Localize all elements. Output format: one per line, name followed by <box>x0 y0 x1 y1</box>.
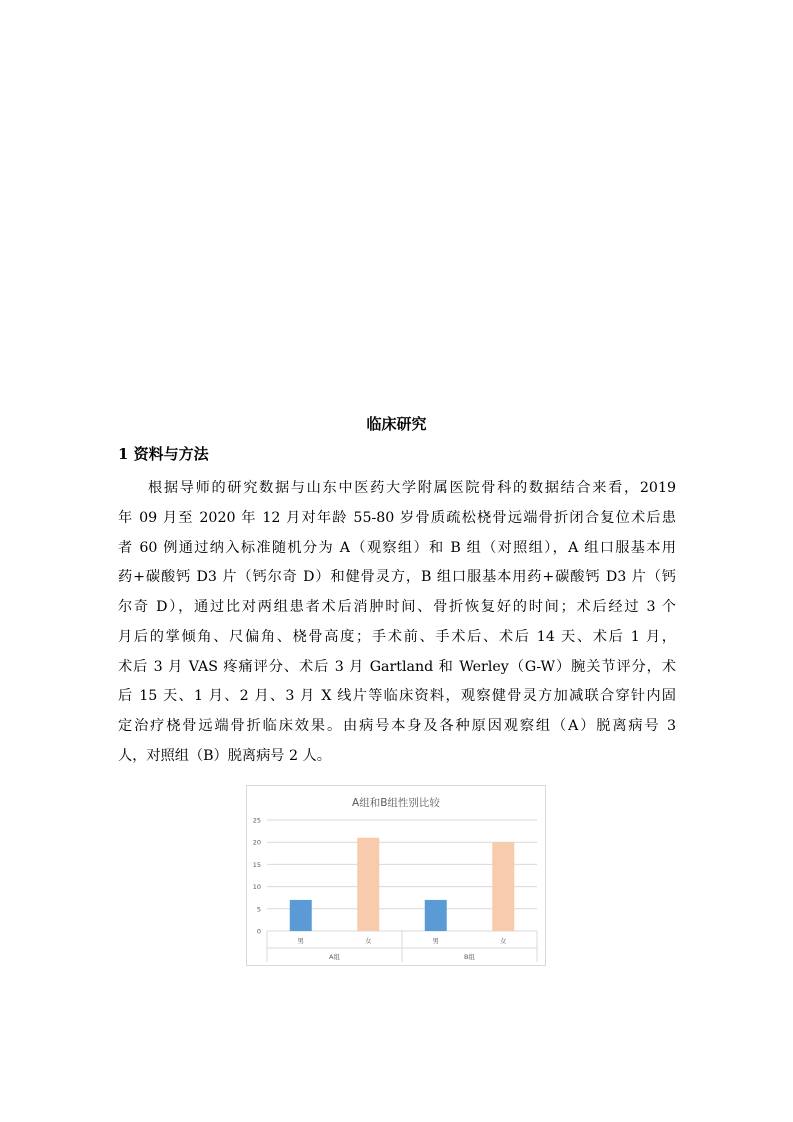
paragraph-line: 者 60 例通过纳入标准随机分为 A（观察组）和 B 组（对照组），A 组口服基本用 <box>118 540 676 556</box>
chart-bar <box>425 900 447 931</box>
section-heading: 1 资料与方法 <box>118 445 209 463</box>
page-title: 临床研究 <box>366 415 427 433</box>
paragraph-line: 人，对照组（B）脱离病号 2 人。 <box>118 748 331 764</box>
x-category-label: 男 <box>297 937 304 945</box>
paragraph-line: 定治疗桡骨远端骨折临床效果。由病号本身及各种原因观察组（A）脱离病号 3 <box>118 718 676 734</box>
chart-bars <box>290 838 515 931</box>
x-category-label: 女 <box>500 937 507 945</box>
y-tick-label: 20 <box>252 838 261 847</box>
y-tick-label: 25 <box>252 816 261 825</box>
x-category-label: 女 <box>365 937 372 945</box>
gender-comparison-chart <box>246 785 546 966</box>
paragraph-line: 术后 3 月 VAS 疼痛评分、术后 3 月 Gartland 和 Werley（G-W）腕关节评分，术 <box>118 659 676 675</box>
chart-title: A组和B组性别比较 <box>352 797 440 809</box>
y-tick-label: 0 <box>256 927 261 936</box>
y-tick-label: 5 <box>256 905 261 914</box>
x-group-label: A组 <box>329 953 340 961</box>
chart-canvas <box>247 786 545 965</box>
chart-y-axis <box>253 817 261 936</box>
paragraph-line: 月后的掌倾角、尺偏角、桡骨高度；手术前、手术后、术后 14 天、术后 1 月， <box>118 629 676 645</box>
paragraph-line: 后 15 天、1 月、2 月、3 月 X 线片等临床资料，观察健骨灵方加减联合穿针内固 <box>118 688 676 704</box>
y-tick-label: 15 <box>252 860 261 869</box>
chart-x-axis <box>267 931 537 962</box>
y-tick-label: 10 <box>252 883 261 892</box>
chart-bar <box>492 842 514 931</box>
paragraph-line: 药+碳酸钙 D3 片（钙尔奇 D）和健骨灵方，B 组口服基本用药+碳酸钙 D3 片（钙 <box>118 569 676 585</box>
x-group-label: B组 <box>464 953 475 961</box>
x-category-label: 男 <box>432 937 439 945</box>
paragraph-line: 尔奇 D），通过比对两组患者术后消肿时间、骨折恢复好的时间；术后经过 3 个 <box>118 599 676 615</box>
chart-bar <box>357 838 379 931</box>
chart-bar <box>290 900 312 931</box>
paragraph-line: 年 09 月至 2020 年 12 月对年龄 55-80 岁骨质疏松桡骨远端骨折闭合复位术后患 <box>118 510 676 526</box>
paragraph-line: 根据导师的研究数据与山东中医药大学附属医院骨科的数据结合来看，2019 <box>148 480 676 496</box>
